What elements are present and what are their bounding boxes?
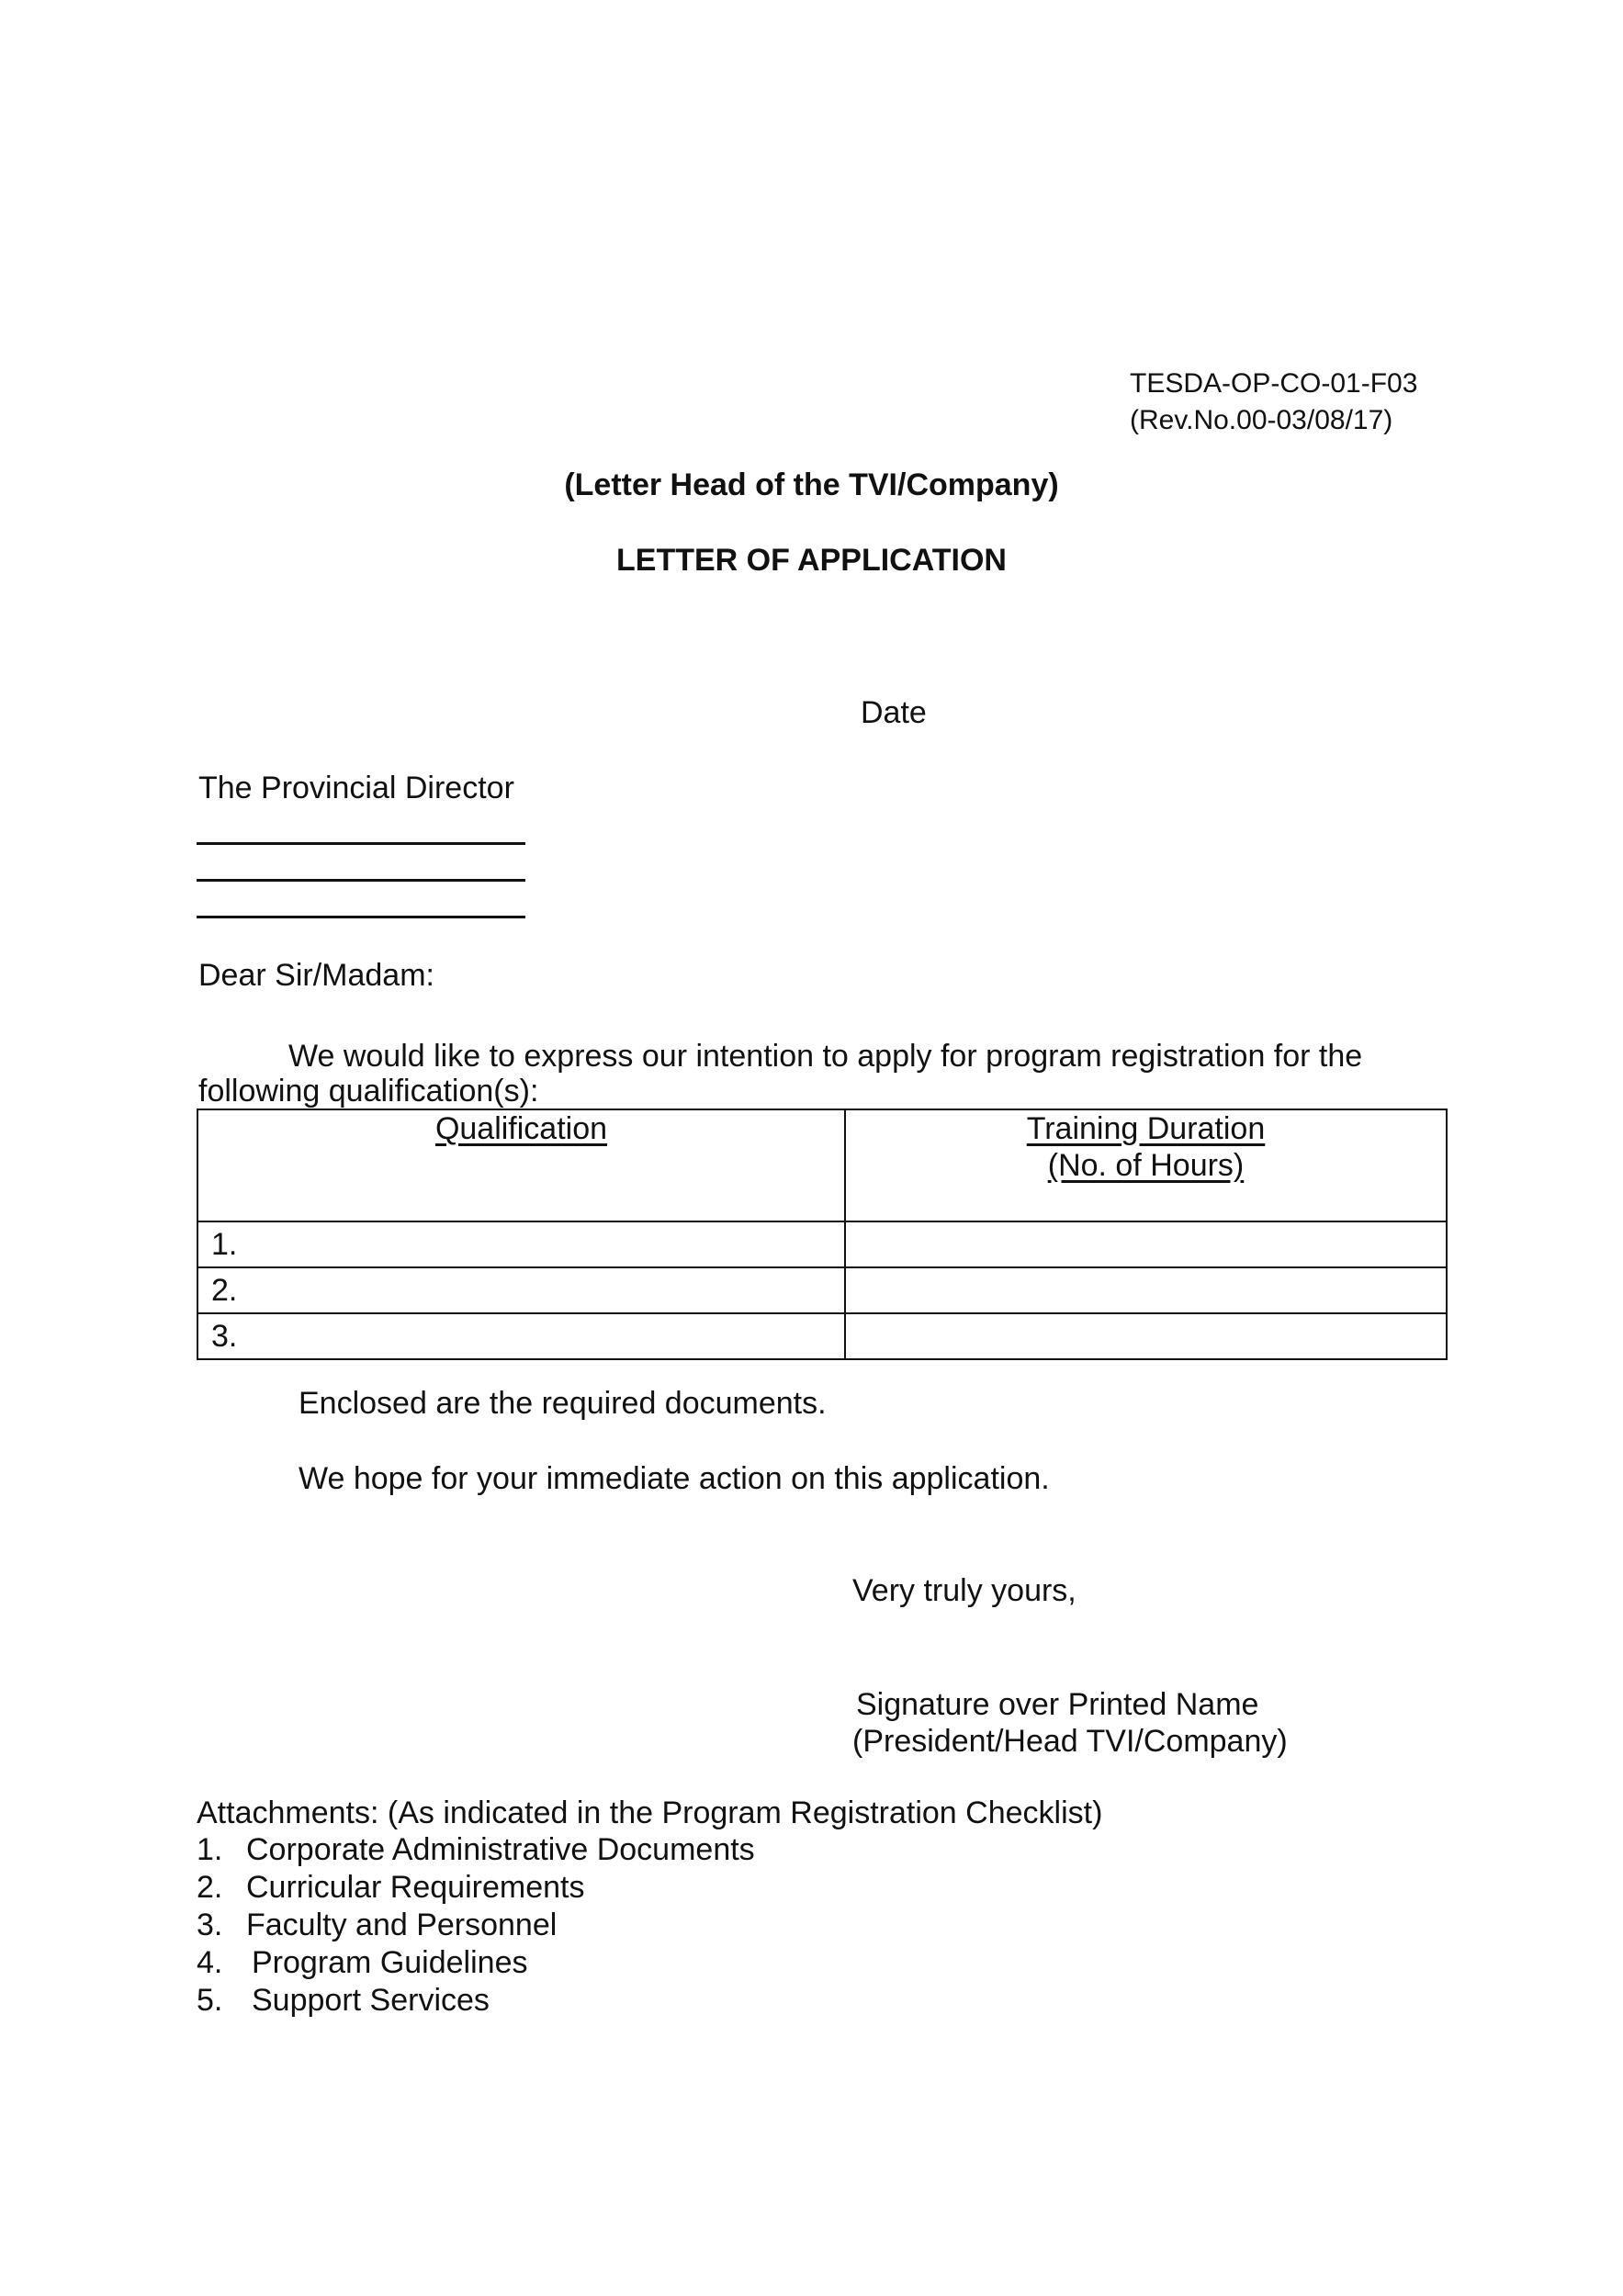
list-item (197, 1907, 755, 1944)
form-code-block (1130, 366, 1417, 439)
list-item (197, 1831, 755, 1869)
document-title: LETTER OF APPLICATION (616, 543, 1007, 578)
address-line-3 (197, 916, 525, 918)
qualification-cell[interactable]: 1. (197, 1221, 845, 1267)
list-item-number: 5. (197, 1983, 223, 2018)
body-paragraph-line-2: following qualification(s): (198, 1074, 539, 1109)
qualification-table (197, 1109, 1448, 1360)
signer-title: (President/Head TVI/Company) (852, 1724, 1288, 1759)
duration-cell[interactable] (845, 1267, 1447, 1313)
attachments-heading: Attachments: (As indicated in the Program Registration Checklist) (197, 1795, 1103, 1830)
form-revision: (Rev.No.00-03/08/17) (1130, 405, 1393, 435)
form-code: TESDA-OP-CO-01-F03 (1130, 368, 1418, 399)
qualification-header: Qualification (197, 1109, 845, 1221)
qualification-cell[interactable]: 2. (197, 1267, 845, 1313)
qualification-cell[interactable]: 3. (197, 1313, 845, 1359)
hours-label: (No. of Hours) (1047, 1148, 1245, 1183)
training-duration-label: Training Duration (1026, 1111, 1266, 1146)
action-request: We hope for your immediate action on this application. (299, 1461, 1050, 1496)
address-line-1 (197, 842, 525, 845)
list-item-label: Faculty and Personnel (246, 1908, 558, 1942)
letterhead-placeholder: (Letter Head of the TVI/Company) (564, 467, 1059, 502)
table-header-row (197, 1109, 1447, 1221)
table-row (197, 1313, 1447, 1359)
training-duration-header (845, 1109, 1447, 1221)
list-item (197, 1944, 755, 1982)
body-paragraph-line-1: We would like to express our intention to apply for program registration for the (288, 1039, 1363, 1074)
list-item-number: 2. (197, 1870, 223, 1905)
list-item-label: Program Guidelines (252, 1945, 528, 1980)
list-item-number: 1. (197, 1832, 223, 1867)
signature-label: Signature over Printed Name (856, 1687, 1259, 1722)
list-item-number: 3. (197, 1908, 223, 1942)
duration-cell[interactable] (845, 1221, 1447, 1267)
closing: Very truly yours, (852, 1573, 1076, 1608)
table-row (197, 1267, 1447, 1313)
list-item (197, 1982, 755, 2020)
list-item-label: Curricular Requirements (246, 1870, 585, 1905)
list-item-number: 4. (197, 1945, 223, 1980)
address-line-2 (197, 879, 525, 882)
enclosed-statement: Enclosed are the required documents. (299, 1386, 827, 1421)
recipient-title: The Provincial Director (198, 771, 514, 805)
attachments-list (197, 1831, 755, 2020)
duration-cell[interactable] (845, 1313, 1447, 1359)
list-item (197, 1869, 755, 1907)
list-item-label: Corporate Administrative Documents (246, 1832, 755, 1867)
salutation: Dear Sir/Madam: (198, 958, 434, 993)
list-item-label: Support Services (252, 1983, 490, 2018)
date-label: Date (861, 695, 927, 730)
table-row (197, 1221, 1447, 1267)
